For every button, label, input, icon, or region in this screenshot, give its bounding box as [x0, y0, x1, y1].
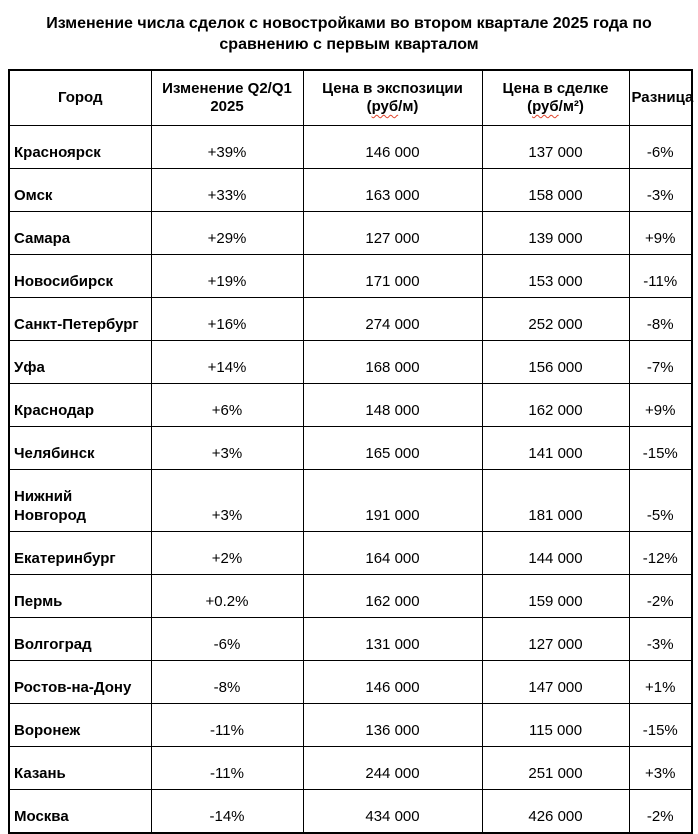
change-cell: +2%	[151, 532, 303, 575]
header-expo	[303, 70, 482, 126]
diff-cell: -15%	[629, 427, 692, 470]
table-row	[9, 341, 692, 384]
table-row	[9, 470, 692, 532]
header-diff-label: Разница	[631, 89, 694, 106]
city-cell: Новосибирск	[9, 255, 151, 298]
deal-cell: 144 000	[482, 532, 629, 575]
header-change-label2: 2025	[210, 98, 244, 115]
diff-cell: -15%	[629, 704, 692, 747]
city-cell: Самара	[9, 212, 151, 255]
city-cell: Москва	[9, 790, 151, 834]
unit-close: /м)	[398, 98, 419, 115]
table-row	[9, 384, 692, 427]
city-cell: Уфа	[9, 341, 151, 384]
diff-cell: -3%	[629, 618, 692, 661]
deal-cell: 153 000	[482, 255, 629, 298]
header-deal-unit	[485, 98, 627, 116]
deal-cell: 162 000	[482, 384, 629, 427]
diff-cell: -6%	[629, 126, 692, 169]
city-cell: Красноярск	[9, 126, 151, 169]
header-city	[9, 70, 151, 126]
unit-close: /м²)	[558, 98, 584, 115]
table-row	[9, 126, 692, 169]
deal-cell: 181 000	[482, 470, 629, 532]
deal-cell: 156 000	[482, 341, 629, 384]
deals-table	[8, 69, 693, 834]
table-row	[9, 747, 692, 790]
expo-cell: 131 000	[303, 618, 482, 661]
change-cell: +29%	[151, 212, 303, 255]
deal-cell: 139 000	[482, 212, 629, 255]
city-cell: Краснодар	[9, 384, 151, 427]
deal-cell: 127 000	[482, 618, 629, 661]
expo-cell: 163 000	[303, 169, 482, 212]
city-cell: Омск	[9, 169, 151, 212]
header-change-label: Изменение Q2/Q1	[162, 80, 292, 97]
unit-open: (	[366, 98, 372, 115]
change-cell: -6%	[151, 618, 303, 661]
unit-word: руб	[371, 98, 399, 115]
change-cell: +3%	[151, 470, 303, 532]
unit-open: (	[527, 98, 533, 115]
header-change	[151, 70, 303, 126]
diff-cell: +9%	[629, 212, 692, 255]
diff-cell: -7%	[629, 341, 692, 384]
expo-cell: 127 000	[303, 212, 482, 255]
expo-cell: 168 000	[303, 341, 482, 384]
city-cell: Волгоград	[9, 618, 151, 661]
table-row	[9, 661, 692, 704]
expo-cell: 274 000	[303, 298, 482, 341]
table-row	[9, 427, 692, 470]
header-deal-label: Цена в сделке	[502, 80, 609, 97]
deal-cell: 137 000	[482, 126, 629, 169]
table-row	[9, 169, 692, 212]
table-row	[9, 255, 692, 298]
header-city-label: Город	[57, 89, 103, 106]
header-row	[9, 70, 692, 126]
diff-cell: -12%	[629, 532, 692, 575]
deal-cell: 158 000	[482, 169, 629, 212]
change-cell: -11%	[151, 704, 303, 747]
change-cell: +14%	[151, 341, 303, 384]
diff-cell: +1%	[629, 661, 692, 704]
expo-cell: 162 000	[303, 575, 482, 618]
diff-cell: -8%	[629, 298, 692, 341]
city-cell: Челябинск	[9, 427, 151, 470]
diff-cell: -5%	[629, 470, 692, 532]
expo-cell: 148 000	[303, 384, 482, 427]
expo-cell: 165 000	[303, 427, 482, 470]
diff-cell: -2%	[629, 790, 692, 834]
table-header	[9, 70, 692, 126]
table-row	[9, 575, 692, 618]
expo-cell: 136 000	[303, 704, 482, 747]
header-expo-unit	[306, 98, 480, 116]
diff-cell: -2%	[629, 575, 692, 618]
table-row	[9, 298, 692, 341]
diff-cell: +9%	[629, 384, 692, 427]
deal-cell: 251 000	[482, 747, 629, 790]
deal-cell: 141 000	[482, 427, 629, 470]
city-cell: Санкт-Петербург	[9, 298, 151, 341]
table-row	[9, 212, 692, 255]
page-title: Изменение числа сделок с новостройками во втором квартале 2025 года по сравнению с первым кварталом	[46, 15, 652, 53]
diff-cell: +3%	[629, 747, 692, 790]
change-cell: +0.2%	[151, 575, 303, 618]
city-cell: Нижний Новгород	[9, 470, 151, 532]
change-cell: +16%	[151, 298, 303, 341]
expo-cell: 244 000	[303, 747, 482, 790]
expo-cell: 191 000	[303, 470, 482, 532]
change-cell: -11%	[151, 747, 303, 790]
change-cell: +33%	[151, 169, 303, 212]
city-cell: Ростов-на-Дону	[9, 661, 151, 704]
table-body	[9, 126, 692, 834]
diff-cell: -3%	[629, 169, 692, 212]
deal-cell: 147 000	[482, 661, 629, 704]
city-cell: Воронеж	[9, 704, 151, 747]
expo-cell: 146 000	[303, 126, 482, 169]
change-cell: -14%	[151, 790, 303, 834]
expo-cell: 434 000	[303, 790, 482, 834]
deal-cell: 426 000	[482, 790, 629, 834]
change-cell: +6%	[151, 384, 303, 427]
change-cell: +3%	[151, 427, 303, 470]
city-cell: Казань	[9, 747, 151, 790]
unit-word: руб	[532, 98, 559, 115]
city-cell: Екатеринбург	[9, 532, 151, 575]
change-cell: +19%	[151, 255, 303, 298]
table-row	[9, 618, 692, 661]
table-row	[9, 532, 692, 575]
diff-cell: -11%	[629, 255, 692, 298]
city-cell: Пермь	[9, 575, 151, 618]
header-diff	[629, 70, 692, 126]
expo-cell: 146 000	[303, 661, 482, 704]
table-row	[9, 704, 692, 747]
expo-cell: 164 000	[303, 532, 482, 575]
header-expo-label: Цена в экспозиции	[322, 80, 463, 97]
expo-cell: 171 000	[303, 255, 482, 298]
deal-cell: 252 000	[482, 298, 629, 341]
header-deal	[482, 70, 629, 126]
table-row	[9, 790, 692, 834]
change-cell: +39%	[151, 126, 303, 169]
deal-cell: 159 000	[482, 575, 629, 618]
deal-cell: 115 000	[482, 704, 629, 747]
change-cell: -8%	[151, 661, 303, 704]
